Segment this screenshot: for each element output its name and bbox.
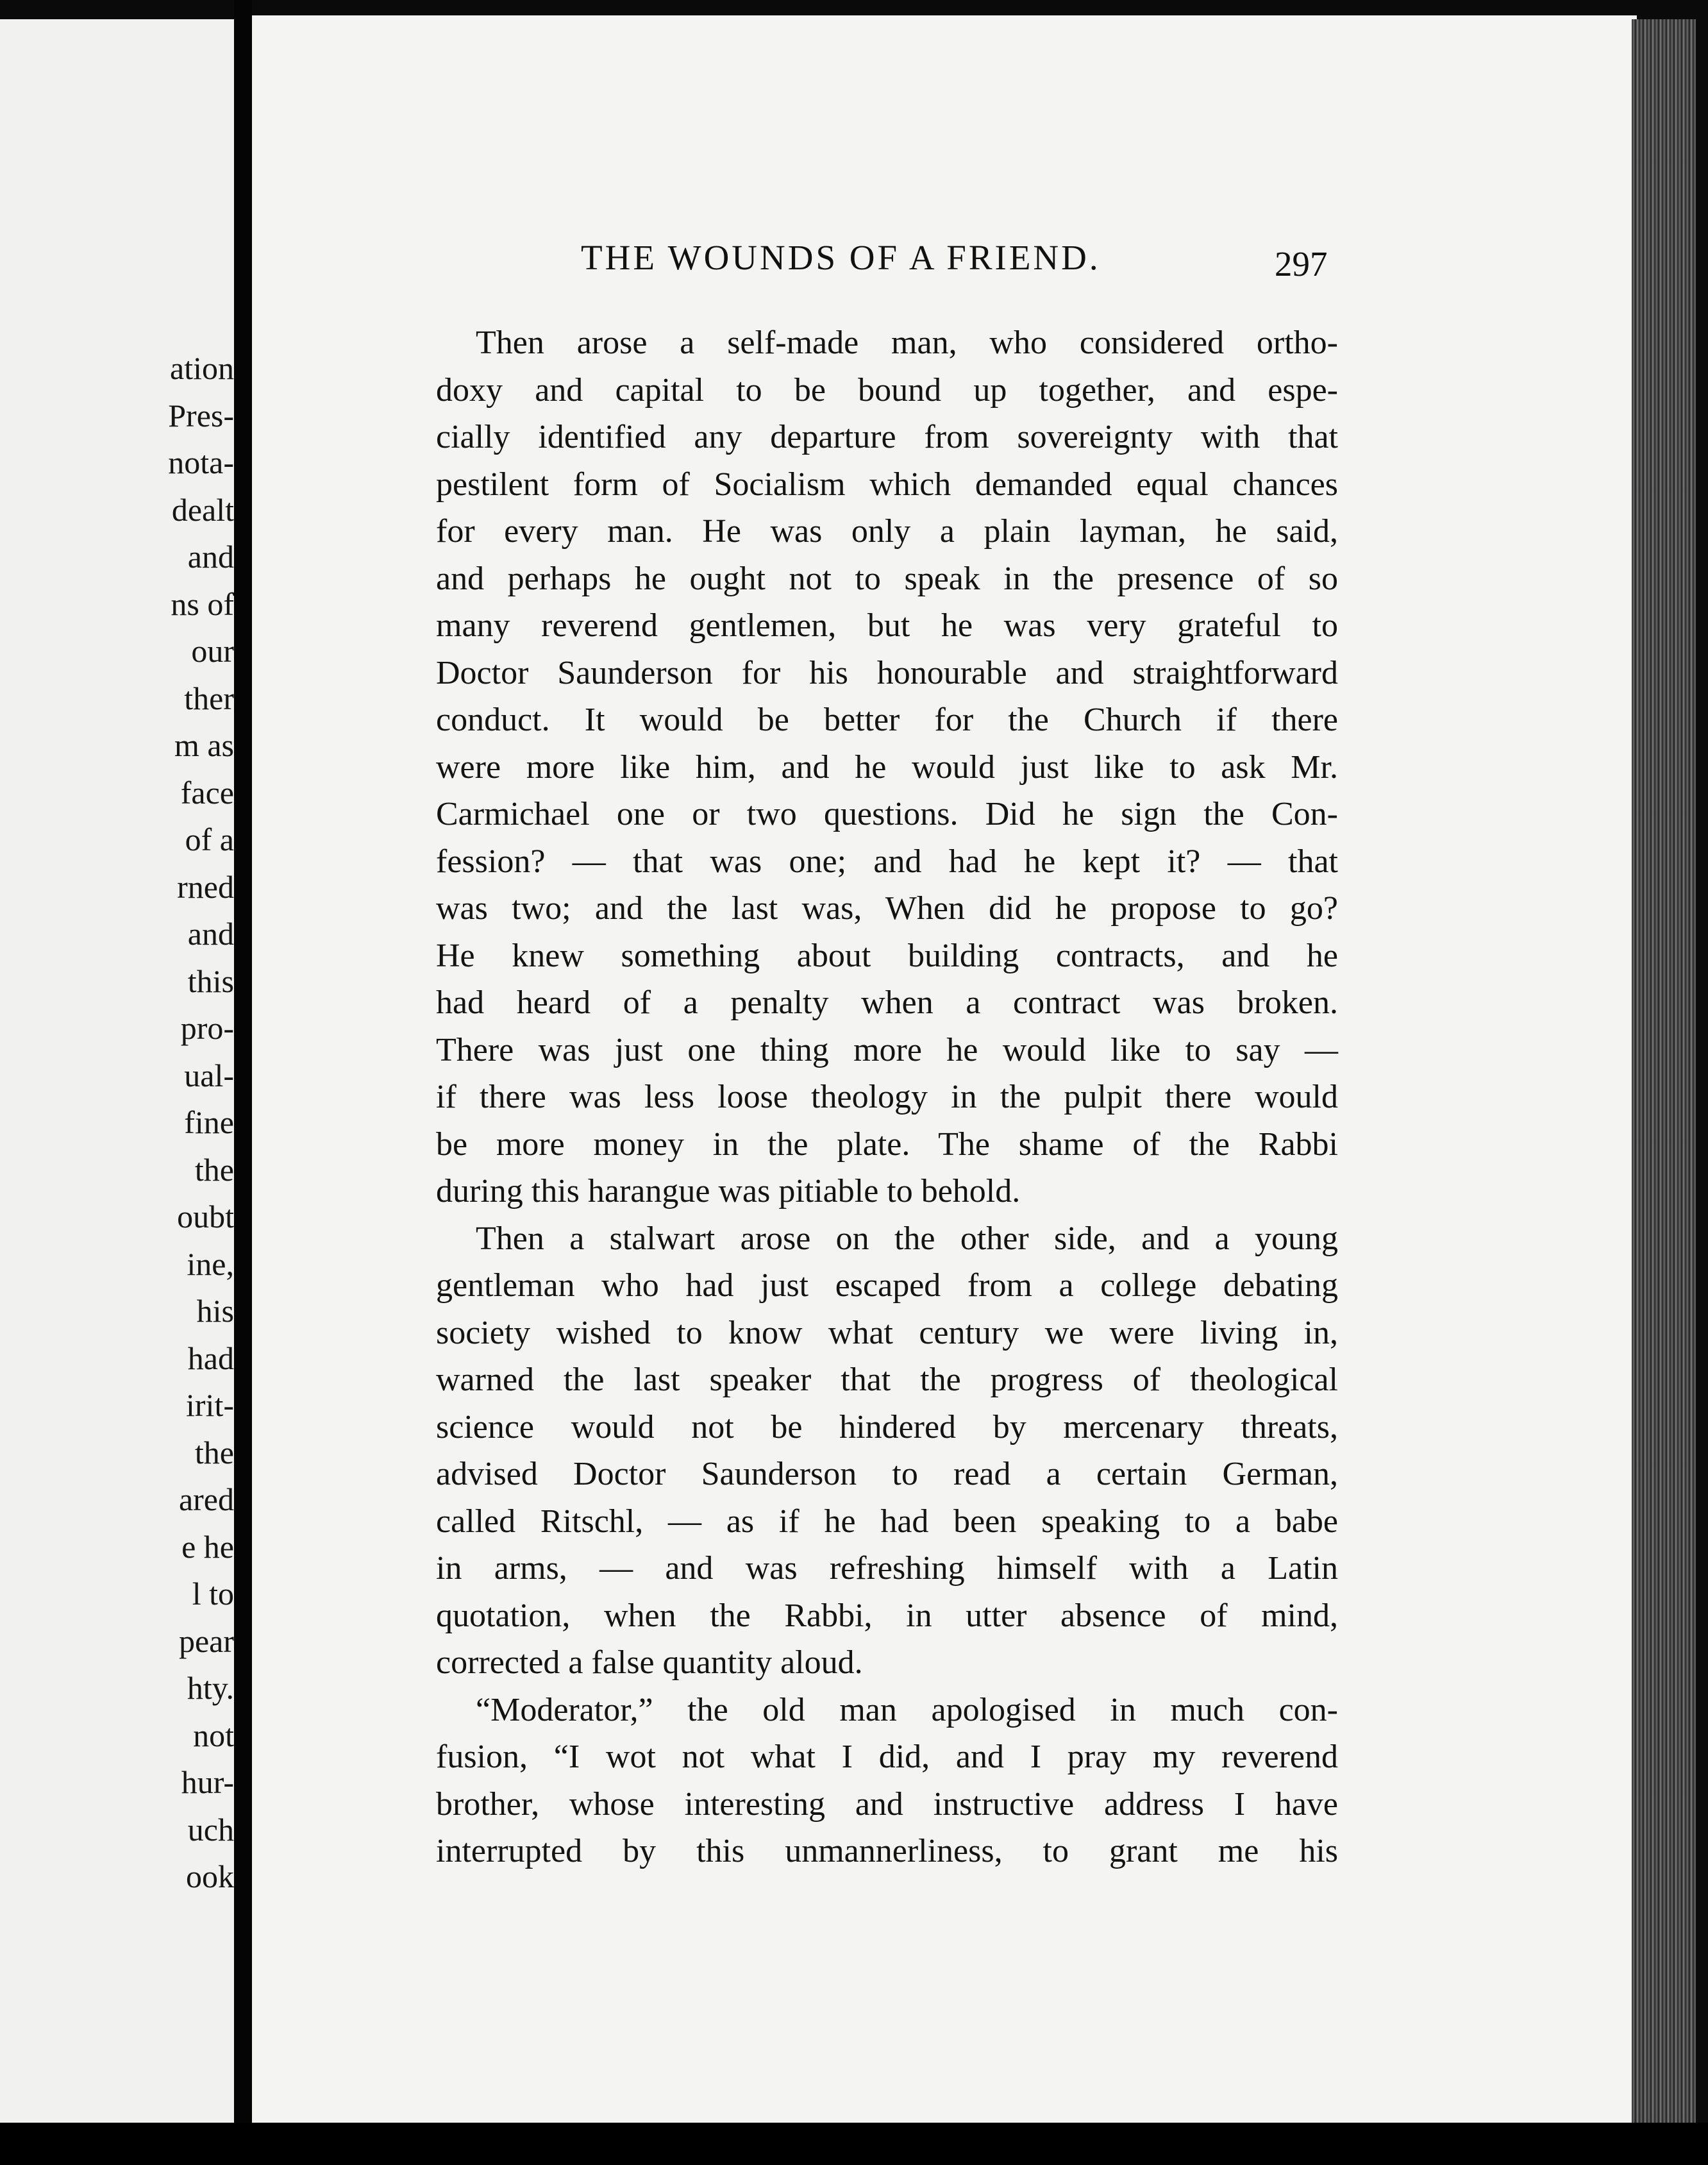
text-line: “Moderator,” the old man apologised in much con- — [476, 1691, 1338, 1728]
text-line: Doctor Saunderson for his honourable and straightforward — [436, 654, 1338, 691]
previous-page-line: Pres- — [168, 397, 234, 434]
text-line: warned the last speaker that the progress of theological — [436, 1361, 1338, 1398]
previous-page-line: uch — [187, 1811, 234, 1848]
previous-page-line: and — [187, 916, 234, 952]
previous-page-line: irit- — [186, 1387, 234, 1423]
text-line: Carmichael one or two questions. Did he sign the Con- — [436, 796, 1338, 832]
body-text — [436, 319, 1338, 1875]
previous-page-line: hur- — [181, 1764, 234, 1800]
previous-page-line: dealt — [171, 491, 234, 528]
text-line: and perhaps he ought not to speak in the presence of so — [436, 560, 1338, 597]
previous-page-line: the — [194, 1151, 234, 1188]
previous-page-line: ns of — [171, 585, 234, 622]
text-line: called Ritschl, — as if he had been speaking to a babe — [436, 1503, 1338, 1540]
text-line: cially identified any departure from sovereignty with that — [436, 419, 1338, 455]
previous-page-line: his — [196, 1293, 234, 1329]
text-line: fusion, “I wot not what I did, and I pray my reverend — [436, 1739, 1338, 1775]
previous-page-line: ine, — [187, 1245, 234, 1282]
previous-page-line: not — [193, 1717, 234, 1753]
previous-page-line: ared — [178, 1481, 234, 1517]
text-line: gentleman who had just escaped from a college debating — [436, 1267, 1338, 1304]
text-line: He knew something about building contracts, and he — [436, 937, 1338, 974]
previous-page-line: l to — [192, 1576, 234, 1612]
previous-page-text — [0, 345, 234, 1901]
previous-page-line: pro- — [180, 1010, 234, 1046]
text-line: had heard of a penalty when a contract was broken. — [436, 984, 1338, 1021]
previous-page-line: e he — [181, 1528, 234, 1565]
text-line: many reverend gentlemen, but he was very grateful to — [436, 607, 1338, 644]
previous-page-line: and — [187, 539, 234, 575]
bottom-border — [0, 2123, 1708, 2165]
text-line: conduct. It would be better for the Church if there — [436, 702, 1338, 738]
previous-page-line: hty. — [187, 1670, 234, 1706]
binding-gutter — [234, 0, 252, 2165]
text-line: doxy and capital to be bound up together, and espe- — [436, 371, 1338, 409]
text-line: in arms, — and was refreshing himself with a Latin — [436, 1550, 1338, 1587]
text-line: Then arose a self-made man, who considered ortho- — [476, 324, 1338, 361]
text-line: society wished to know what century we were living in, — [436, 1314, 1338, 1351]
text-line: during this harangue was pitiable to behold. — [436, 1173, 1021, 1209]
previous-page — [0, 19, 234, 2136]
previous-page-line: face — [180, 774, 234, 811]
text-line: for every man. He was only a plain layman, he said, — [436, 513, 1338, 550]
previous-page-line: of a — [185, 821, 234, 857]
text-line: brother, whose interesting and instructive address I have — [436, 1785, 1338, 1823]
text-line: if there was less loose theology in the pulpit there would — [436, 1079, 1338, 1115]
page-number: 297 — [1275, 244, 1328, 283]
running-head: THE WOUNDS OF A FRIEND. — [581, 238, 1101, 277]
previous-page-line: ation — [170, 350, 234, 386]
text-line: corrected a false quantity aloud. — [436, 1644, 863, 1681]
previous-page-line: nota- — [168, 444, 234, 480]
previous-page-line: rned — [177, 868, 234, 905]
previous-page-line: the — [194, 1434, 234, 1470]
text-line: interrupted by this unmannerliness, to grant me his — [436, 1833, 1338, 1869]
text-line: fession? — that was one; and had he kept it? — that — [436, 843, 1338, 880]
previous-page-line: oubt — [177, 1199, 234, 1234]
page-edges — [1632, 19, 1696, 2123]
text-line: science would not be hindered by mercenary threats, — [436, 1408, 1338, 1445]
text-line: quotation, when the Rabbi, in utter absence of mind, — [436, 1597, 1338, 1634]
text-line: Then a stalwart arose on the other side, and a young — [476, 1220, 1338, 1257]
text-line: There was just one thing more he would like to say — — [436, 1031, 1338, 1068]
text-line: advised Doctor Saunderson to read a certain German, — [436, 1456, 1338, 1492]
previous-page-line: our — [191, 633, 234, 669]
previous-page-line: had — [187, 1340, 234, 1376]
previous-page-line: ther — [184, 680, 234, 716]
previous-page-line: this — [187, 963, 234, 999]
previous-page-line: ual- — [184, 1057, 234, 1093]
previous-page-line: fine — [184, 1104, 234, 1140]
previous-page-line: ook — [186, 1858, 234, 1894]
previous-page-line: m as — [174, 727, 234, 763]
text-line: were more like him, and he would just like to ask Mr. — [436, 748, 1338, 786]
previous-page-line: pear — [178, 1622, 234, 1659]
text-line: pestilent form of Socialism which demanded equal chances — [436, 466, 1338, 503]
text-line: was two; and the last was, When did he propose to go? — [436, 890, 1338, 927]
text-line: be more money in the plate. The shame of the Rabbi — [436, 1125, 1338, 1163]
